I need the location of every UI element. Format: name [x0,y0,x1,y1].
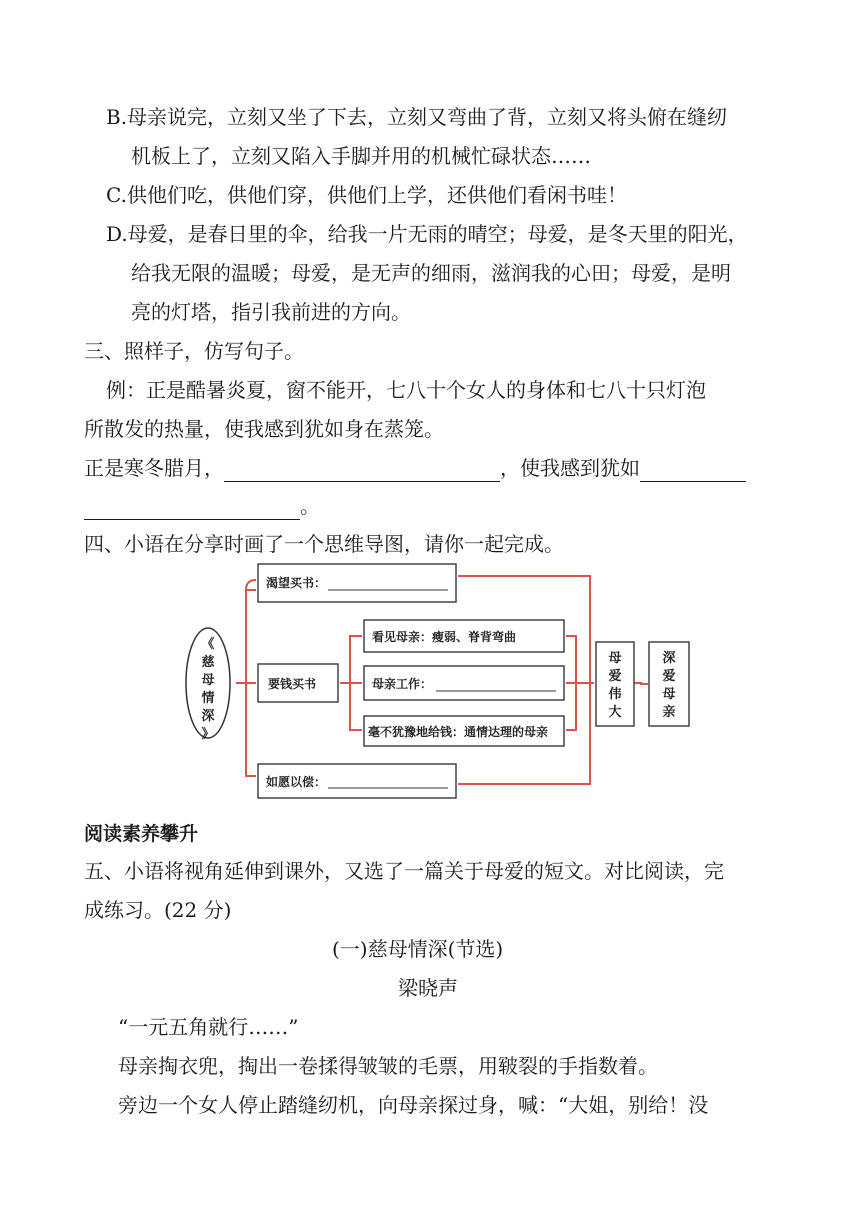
passage-paragraph-1: “一元五角就行……” [118,1015,299,1039]
svg-text:伟: 伟 [608,687,622,702]
passage-paragraph-3: 旁边一个女人停止踏缝纫机，向母亲探过身，喊：“大姐，别给！没 [118,1093,709,1117]
example-line-1: 例：正是酷暑炎夏，窗不能开，七八十个女人的身体和七八十只灯泡 [106,378,706,402]
option-c-line: C.供他们吃，供他们穿，供他们上学，还供他们看闲书哇！ [106,183,627,207]
example-line-2: 所散发的热量，使我感到犹如身在蒸笼。 [84,417,444,441]
branch-bottom-label: 如愿以偿： [266,775,327,789]
section-5-line-1: 五、小语将视角延伸到课外，又选了一篇关于母爱的短文。对比阅读，完 [84,859,724,883]
passage-title: (一)慈母情深(节选) [332,937,504,961]
option-d-line-2: 给我无限的温暖；母爱，是无声的细雨，滋润我的心田；母爱，是明 [131,261,731,285]
sub-node-1-label: 看见母亲：瘦弱、脊背弯曲 [372,630,517,644]
passage-paragraph-2: 母亲掏衣兜，掏出一卷揉得皱皱的毛票，用皲裂的手指数着。 [118,1054,658,1078]
branch-top-label: 渴望买书： [266,576,327,590]
option-d-line-1: D.母爱，是春日里的伞，给我一片无雨的晴空；母爱，是冬天里的阳光， [106,222,748,246]
sub-node-3-label: 毫不犹豫地给钱：通情达理的母亲 [368,725,549,739]
answer-blank-1[interactable] [224,459,500,482]
fill-end: 。 [300,494,320,518]
section-3-heading: 三、照样子，仿写句子。 [84,339,304,363]
option-d-line-3: 亮的灯塔，指引我前进的方向。 [131,300,411,324]
svg-text:大: 大 [608,705,622,720]
svg-text:母: 母 [662,687,676,702]
mind-map-diagram [180,558,620,798]
answer-blank-3[interactable] [84,497,300,520]
fill-sentence-line-2 [84,492,320,520]
svg-text:深: 深 [201,709,215,724]
fill-sentence-line-1 [84,454,746,482]
svg-text:母: 母 [608,651,622,666]
answer-blank-2[interactable] [640,459,746,482]
sub-node-2-label: 母亲工作： [372,677,433,691]
option-b-line-2: 机板上了，立刻又陷入手脚并用的机械忙碌状态…… [131,144,591,168]
fill-middle: ，使我感到犹如 [500,456,640,480]
svg-text:深: 深 [662,651,676,666]
option-b-line-1: B.母亲说完，立刻又坐了下去，立刻又弯曲了背，立刻又将头俯在缝纫 [106,105,728,129]
svg-text:母: 母 [201,673,215,688]
passage-author: 梁晓声 [398,976,458,1000]
section-4-heading: 四、小语在分享时画了一个思维导图，请你一起完成。 [84,532,564,556]
branch-middle-label: 要钱买书 [268,677,317,691]
svg-text:爱: 爱 [662,669,676,684]
result-box-2-wrapper [640,640,700,730]
svg-text:慈: 慈 [201,655,215,670]
fill-prefix: 正是寒冬腊月， [84,456,224,480]
reading-section-title: 阅读素养攀升 [84,823,199,845]
svg-text:《: 《 [201,637,215,652]
svg-text:亲: 亲 [662,705,676,720]
svg-text:爱: 爱 [608,669,622,684]
section-5-line-2: 成练习。(22 分) [84,898,232,922]
svg-text:情: 情 [201,691,215,706]
svg-text:》: 》 [201,727,215,742]
